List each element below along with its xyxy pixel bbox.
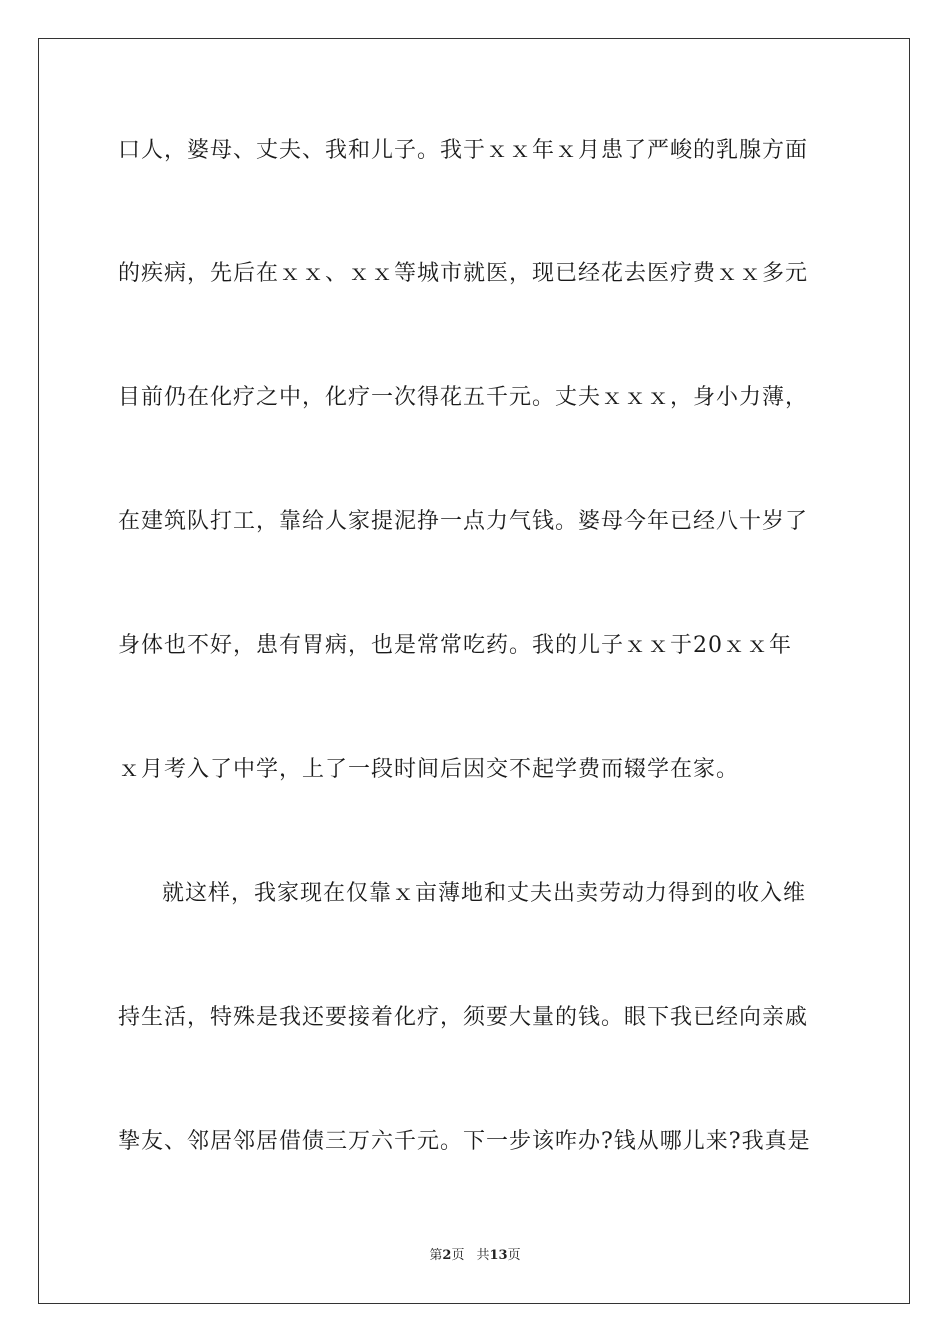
footer-total-pages: 13 — [489, 1248, 508, 1263]
body-text-line-9: 挚友、邻居邻居借债三万六千元。下一步该咋办?钱从哪儿来?我真是 — [118, 1129, 811, 1154]
body-text-line-5: 身体也不好，患有胃病，也是常常吃药。我的儿子ｘｘ于20ｘｘ年 — [118, 633, 792, 658]
footer-page-number: 2 — [442, 1248, 452, 1263]
body-text-line-3: 目前仍在化疗之中，化疗一次得花五千元。丈夫ｘｘｘ，身小力薄， — [118, 385, 809, 410]
page-footer — [0, 1247, 950, 1265]
body-text-line-4: 在建筑队打工，靠给人家提泥挣一点力气钱。婆母今年已经八十岁了 — [118, 509, 809, 534]
body-text-line-1: 口人，婆母、丈夫、我和儿子。我于ｘｘ年ｘ月患了严峻的乳腺方面 — [118, 138, 809, 163]
body-text-line-8: 持生活，特殊是我还要接着化疗，须要大量的钱。眼下我已经向亲戚 — [118, 1005, 809, 1030]
body-text-line-6: ｘ月考入了中学，上了一段时间后因交不起学费而辍学在家。 — [118, 757, 740, 782]
body-text-line-7: 就这样，我家现在仅靠ｘ亩薄地和丈夫出卖劳动力得到的收入维 — [162, 881, 807, 906]
footer-page-prefix: 第 — [429, 1248, 443, 1263]
footer-total-prefix: 共 — [476, 1248, 490, 1263]
page-border — [38, 38, 910, 1304]
body-text-line-2: 的疾病，先后在ｘｘ、ｘｘ等城市就医，现已经花去医疗费ｘｘ多元 — [118, 261, 809, 286]
footer-page-suffix: 页 — [451, 1248, 465, 1263]
footer-total-suffix: 页 — [507, 1248, 521, 1263]
